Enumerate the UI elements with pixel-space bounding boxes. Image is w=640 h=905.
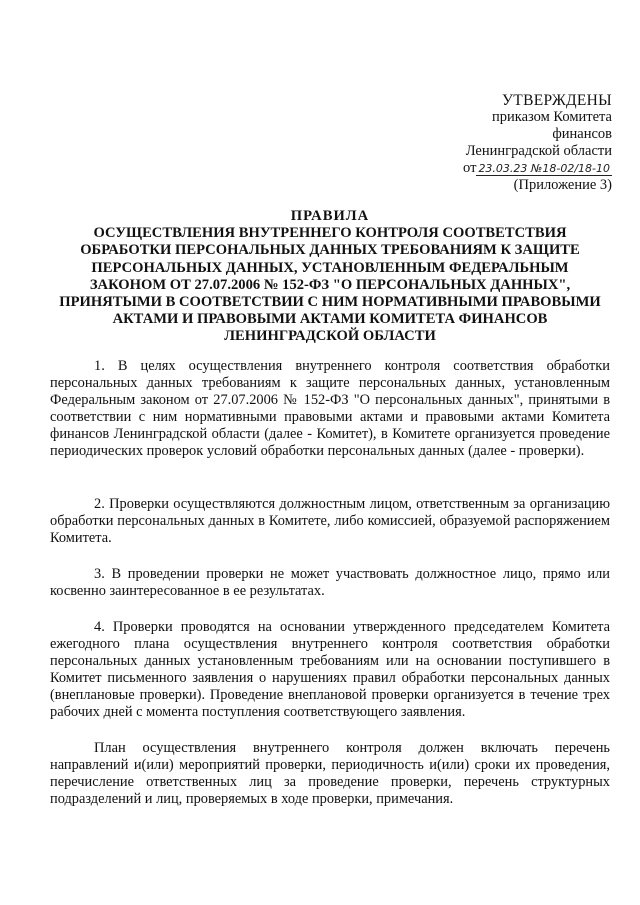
paragraph-5: План осуществления внутреннего контроля должен включать перечень направлений и(или) мероприятий проверки, периодичность и(или) сроки их проведения, перечисление ответственных лиц за проведение проверки, перечень структурных подразделений и лиц, проверяемых в ходе проверки, примечания. — [50, 740, 610, 807]
approval-date-line — [462, 160, 612, 177]
date-prefix: от — [463, 160, 477, 176]
title-line-3: ОБРАБОТКИ ПЕРСОНАЛЬНЫХ ДАННЫХ ТРЕБОВАНИЯМ К ЗАЩИТЕ — [80, 242, 580, 259]
handwritten-date-number: 23.03.23 №18-02/18-10 — [478, 162, 610, 175]
title-line-1: ПРАВИЛА — [290, 208, 370, 224]
paragraph-3: 3. В проведении проверки не может участвовать должностное лицо, прямо или косвенно заинтересованное в ее результатах. — [50, 566, 610, 599]
paragraph-4: 4. Проверки проводятся на основании утвержденного председателем Комитета ежегодного плана осуществления внутреннего контроля соответствия обработки персональных данных установленным требованиям или на основании поступившего в Комитет письменного заявления о нарушениях правил обработки персональных данных (внеплановые проверки). Проведение внеплановой проверки организуется в течение трех рабочих дней с момента поступления соответствующего заявления. — [50, 619, 610, 720]
appendix-label: (Приложение 3) — [513, 177, 612, 193]
title-line-2: ОСУЩЕСТВЛЕНИЯ ВНУТРЕННЕГО КОНТРОЛЯ СООТВЕТСТВИЯ — [93, 225, 567, 242]
approval-heading: УТВЕРЖДЕНЫ — [502, 92, 612, 109]
approval-line-region: Ленинградской области — [465, 143, 612, 159]
document-title — [50, 208, 610, 346]
approval-line-finance: финансов — [552, 126, 612, 142]
approval-line-order: приказом Комитета — [491, 109, 612, 125]
title-line-4: ПЕРСОНАЛЬНЫХ ДАННЫХ, УСТАНОВЛЕННЫМ ФЕДЕРАЛЬНЫМ — [91, 259, 569, 276]
title-line-8: ЛЕНИНГРАДСКОЙ ОБЛАСТИ — [224, 328, 436, 345]
title-line-6: ПРИНЯТЫМИ В СООТВЕТСТВИИ С НИМ НОРМАТИВНЫМИ ПРАВОВЫМИ — [59, 294, 601, 311]
paragraph-2: 2. Проверки осуществляются должностным лицом, ответственным за организацию обработки персональных данных в Комитете, либо комиссией, образуемой распоряжением Комитета. — [50, 496, 610, 546]
paragraph-1: 1. В целях осуществления внутреннего контроля соответствия обработки персональных данных требованиям к защите персональных данных, установленным Федеральным законом от 27.07.2006 № 152-ФЗ "О персональных данных", принятыми в соответствии с ним нормативными правовыми актами и правовыми актами Комитета финансов Ленинградской области (далее - Комитет), в Комитете организуется проведение периодических проверок условий обработки персональных данных (далее - проверки). — [50, 358, 610, 459]
approval-block — [462, 92, 612, 194]
title-line-5: ЗАКОНОМ ОТ 27.07.2006 № 152-ФЗ "О ПЕРСОНАЛЬНЫХ ДАННЫХ", — [89, 276, 571, 293]
title-line-7: АКТАМИ И ПРАВОВЫМИ АКТАМИ КОМИТЕТА ФИНАНСОВ — [112, 311, 548, 328]
